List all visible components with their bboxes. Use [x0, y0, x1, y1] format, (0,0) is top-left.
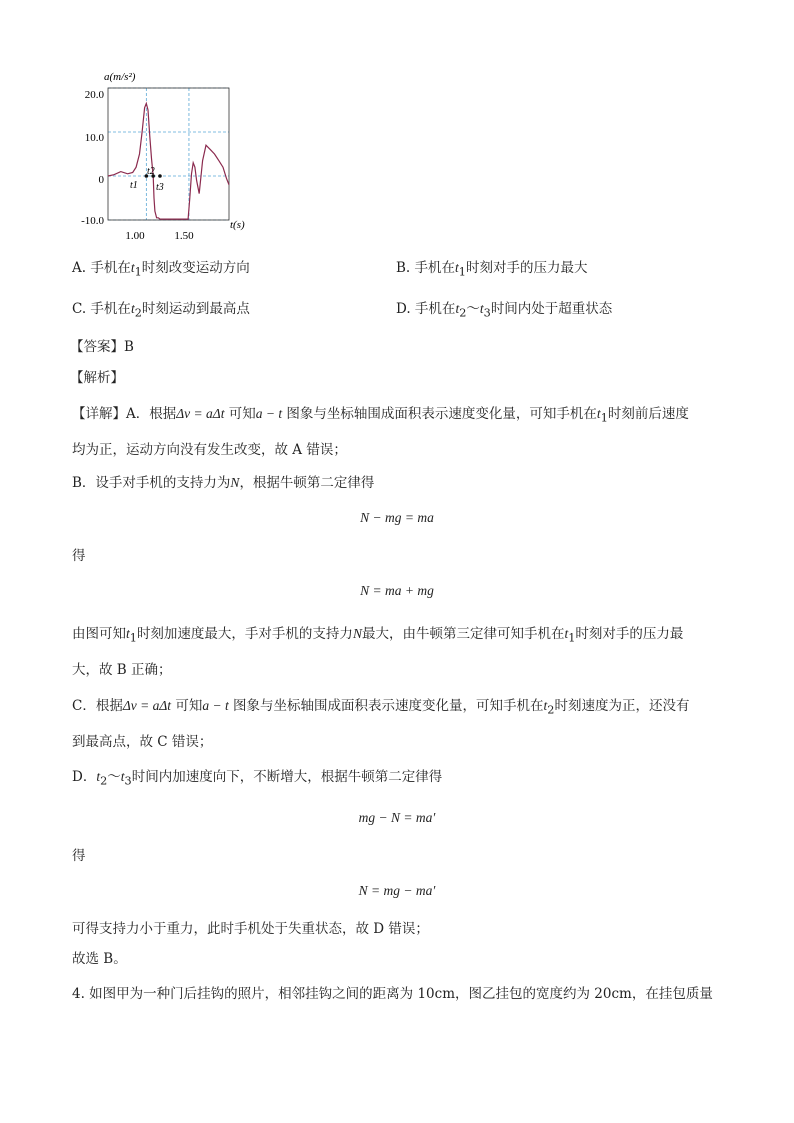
- var-t: t: [455, 260, 459, 275]
- text: 时刻加速度最大，手对手机的支持力: [136, 626, 353, 642]
- point-label-t1: t1: [130, 180, 138, 191]
- sub: 1: [134, 265, 142, 279]
- formula: Δv = aΔt: [122, 698, 172, 713]
- de-2: 得: [72, 848, 86, 864]
- y-tick-label: -10.0: [81, 215, 104, 227]
- y-tick-label: 0: [98, 174, 104, 186]
- x-tick-label: 1.50: [174, 230, 194, 242]
- sub: 1: [568, 631, 576, 645]
- sub: 2: [547, 703, 555, 717]
- option-b: [396, 258, 587, 283]
- text: B．设手对手机的支持力为: [72, 475, 231, 491]
- text: 可知: [224, 406, 256, 422]
- option-c-text: C. 手机在: [72, 301, 131, 317]
- paragraph-a-line1: [72, 404, 689, 429]
- var-n: N: [352, 626, 362, 641]
- text: 由图可知: [72, 626, 126, 642]
- sub: 3: [124, 774, 132, 788]
- acceleration-time-chart: [60, 60, 260, 245]
- plot-frame: [108, 88, 229, 220]
- x-axis-label: t(s): [230, 219, 245, 231]
- option-a-text-2: 时刻改变运动方向: [141, 260, 250, 276]
- text: 时刻速度为正，还没有: [554, 698, 690, 714]
- var-t: t: [120, 769, 125, 784]
- option-b-text-2: 时刻对手的压力最大: [465, 260, 588, 276]
- equation-2: N = ma + mg: [360, 583, 434, 598]
- grid: [108, 88, 229, 220]
- y-tick-label: 10.0: [84, 132, 104, 144]
- y-axis-label: a(m/s²): [104, 71, 136, 83]
- answer: 【答案】B: [70, 339, 134, 355]
- formula: a − t: [202, 698, 229, 713]
- var-t: t: [596, 406, 601, 421]
- point-marker-t3: [158, 174, 162, 178]
- y-tick-label: 20.0: [84, 89, 104, 101]
- equation-3: mg − N = ma′: [358, 810, 436, 825]
- var-t: t: [130, 260, 135, 275]
- text: 图象与坐标轴围成面积表示速度变化量，可知手机在: [282, 406, 597, 422]
- sub: 1: [129, 631, 137, 645]
- option-c-text-2: 时刻运动到最高点: [141, 301, 250, 317]
- paragraph-d: [72, 767, 442, 792]
- var-t: t: [479, 301, 484, 316]
- var-t: t: [130, 301, 135, 316]
- text: 可知: [171, 698, 203, 714]
- var-t: t: [96, 769, 101, 784]
- option-a-text: A. 手机在: [72, 260, 131, 276]
- var-t: t: [455, 301, 460, 316]
- text: 时间内加速度向下，不断增大，根据牛顿第二定律得: [131, 769, 443, 785]
- series-line: [108, 103, 229, 219]
- sub: 1: [458, 265, 466, 279]
- analysis-title: 【解析】: [70, 370, 124, 386]
- tilde: ～: [466, 301, 480, 317]
- option-d: [396, 299, 612, 324]
- var-t: t: [543, 698, 548, 713]
- option-d-text: D. 手机在: [396, 301, 456, 317]
- text: 时刻前后速度: [607, 406, 689, 422]
- x-tick-label: 1.00: [125, 230, 145, 242]
- text: ，根据牛顿第二定律得: [239, 475, 375, 491]
- text: C．根据: [72, 698, 123, 714]
- text: 图象与坐标轴围成面积表示速度变化量，可知手机在: [228, 698, 544, 714]
- text: 【详解】A．根据: [72, 406, 177, 422]
- point-label-t2: t2: [147, 166, 155, 177]
- paragraph-b2-line1: [72, 624, 683, 649]
- paragraph-conclusion: 可得支持力小于重力，此时手机处于失重状态，故 D 错误；: [72, 921, 429, 937]
- sub: 2: [100, 774, 108, 788]
- paragraph-a-line2: 均为正，运动方向没有发生改变，故 A 错误；: [72, 442, 347, 458]
- paragraph-c-line2: 到最高点，故 C 错误；: [72, 734, 213, 750]
- paragraph-b2-line2: 大，故 B 正确；: [72, 662, 172, 678]
- formula: a − t: [255, 406, 283, 421]
- equation-4: N = mg − ma′: [358, 883, 436, 898]
- question-4: 4. 如图甲为一种门后挂钩的照片，相邻挂钩之间的距离为 10cm，图乙挂包的宽度约为 20cm，在挂包质量: [72, 986, 713, 1002]
- point-label-t3: t3: [156, 182, 164, 193]
- de-1: 得: [72, 548, 86, 564]
- formula: Δv = aΔt: [176, 406, 225, 421]
- equation-1: N − mg = ma: [360, 510, 434, 525]
- var-t: t: [564, 626, 569, 641]
- final-answer: 故选 B。: [72, 951, 127, 967]
- text: 最大，由牛顿第三定律可知手机在: [361, 626, 565, 642]
- sub: 3: [483, 306, 491, 320]
- option-b-text: B. 手机在: [396, 260, 456, 276]
- text: D．: [72, 769, 97, 785]
- option-c: [72, 299, 250, 324]
- paragraph-b: [72, 473, 374, 493]
- var-t: t: [126, 626, 130, 641]
- text: 时刻对手的压力最: [575, 626, 684, 642]
- sub: 1: [600, 411, 608, 425]
- sub: 2: [134, 306, 142, 320]
- sub: 2: [459, 306, 467, 320]
- option-a: [72, 258, 250, 283]
- paragraph-c-line1: [72, 696, 689, 721]
- var-n: N: [230, 475, 240, 490]
- option-d-text-2: 时间内处于超重状态: [490, 301, 613, 317]
- tilde: ～: [107, 769, 121, 785]
